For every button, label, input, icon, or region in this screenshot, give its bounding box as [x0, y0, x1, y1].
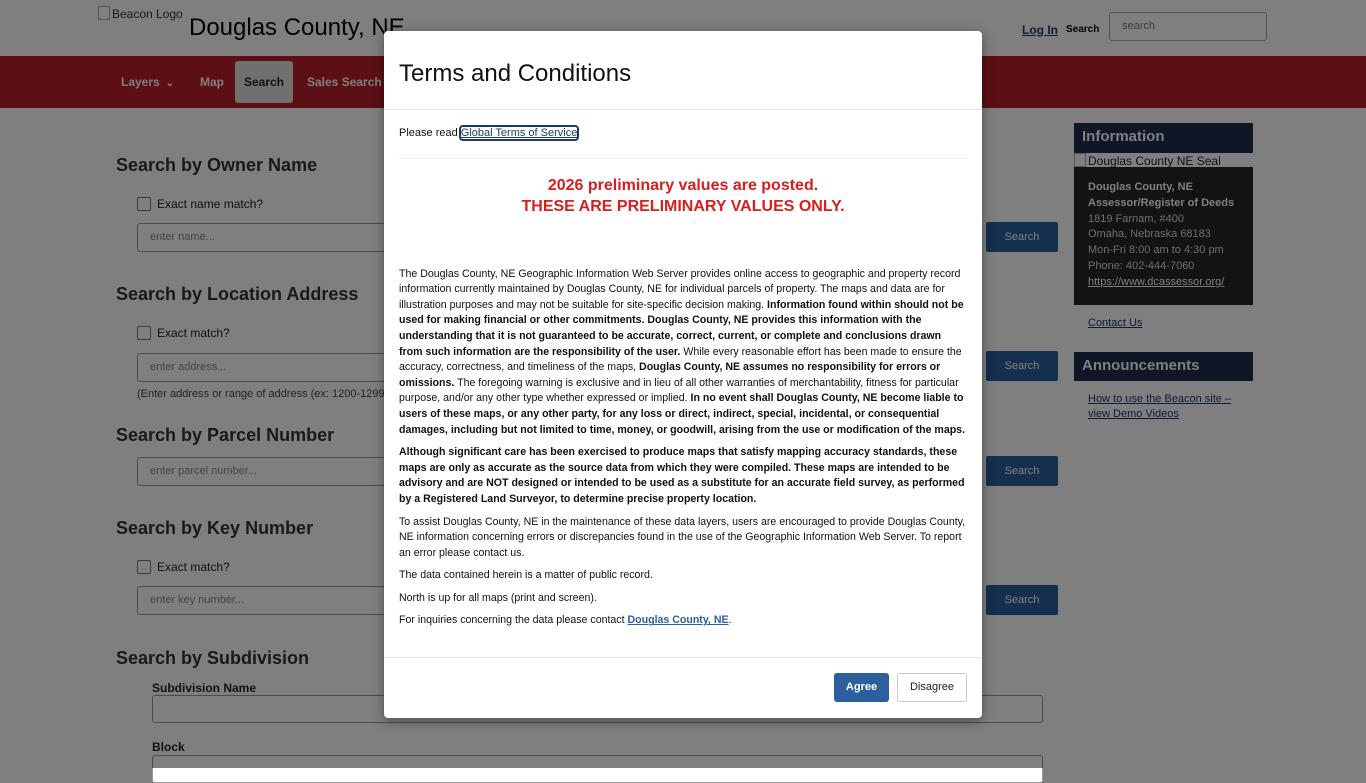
modal-body: [399, 126, 967, 636]
disclaimer-paragraph-3: To assist Douglas County, NE in the maintenance of these data layers, users are encouraged to provide Douglas County, NE information concerning errors or discrepancies found in the use of the Geographic Information Web Server. To report an error please contact us.: [399, 515, 966, 559]
county-contact-link[interactable]: Douglas County, NE: [627, 614, 729, 627]
p1d-text: Douglas County, NE assumes no responsibility for errors or omissions.: [399, 361, 941, 389]
disagree-button[interactable]: Disagree: [897, 673, 967, 702]
agree-button[interactable]: Agree: [834, 673, 889, 702]
global-terms-link[interactable]: Global Terms of Service: [460, 127, 578, 139]
modal-title: Terms and Conditions: [399, 60, 632, 87]
body-divider: [399, 158, 967, 159]
disclaimer-paragraph-4: The data contained herein is a matter of public record.: [399, 569, 653, 582]
p1e-text: The foregoing warning is exclusive and in lieu of all other warranties of merchantability, fitness for particular purpose, and/or any other type whether expressed or implied.: [399, 376, 959, 405]
terms-modal: [384, 31, 982, 718]
disclaimer-paragraph-1: [399, 267, 967, 439]
p1c-text: While every reasonable effort has been made to ensure the accuracy, correctness, and timeliness of the maps,: [399, 345, 962, 374]
p1a-text: The Douglas County, NE Geographic Information Web Server provides online access to geographic and property record information currently maintained by Douglas County, NE for individual parcels of property. The maps and data are for illustration purposes and may not be suitable for site-specific decision making.: [399, 267, 961, 311]
disclaimer-paragraph-5: North is up for all maps (print and screen).: [399, 591, 597, 604]
modal-header-divider: [384, 109, 982, 110]
disclaimer-paragraph-6: For inquiries concerning the data please contact Douglas County, NE.: [399, 614, 732, 627]
read-terms-line: [399, 126, 967, 142]
disclaimer-paragraph-2: Although significant care has been exercised to produce maps that satisfy mapping accuracy standards, these maps are only as accurate as the source data from which they were compiled. These maps are intended to be advisory and are NOT designed or intended to be used as a substitute for an accurate field survey, as performed by a Registered Land Surveyor, to determine precise property location.: [399, 446, 965, 505]
p1b-text: Information found within should not be used for making financial or other commitments. Douglas County, NE provides this information with the understanding that it is not guaranteed to be accurate, correct, current, or complete and conclusions drawn from such information are the responsibility of the user.: [399, 298, 964, 358]
modal-footer-divider: [384, 657, 982, 658]
preliminary-notice-1: 2026 preliminary values are posted.: [547, 176, 819, 194]
notice-spacer: [399, 217, 967, 267]
read-prefix: Please read: [399, 127, 458, 139]
p6-prefix: For inquiries concerning the data please contact: [399, 614, 625, 627]
p1f-text: In no event shall Douglas County, NE become liable to users of these maps, or any other party, for any loss or direct, indirect, special, incidental, or consequential damages, including but not limited to time, money, or goodwill, arising from the use or modification of the maps.: [399, 392, 966, 436]
preliminary-notice-2: THESE ARE PRELIMINARY VALUES ONLY.: [521, 197, 845, 215]
